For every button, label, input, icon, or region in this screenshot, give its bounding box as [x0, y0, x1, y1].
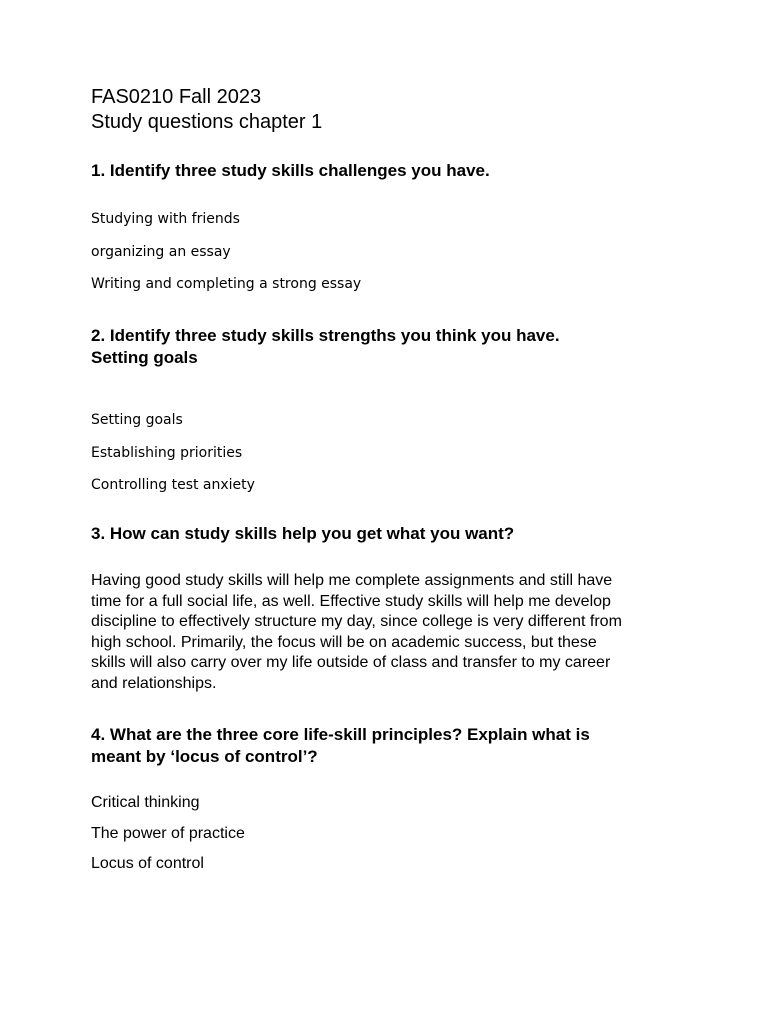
answer-3-line: Having good study skills will help me complete assignments and still have	[91, 572, 613, 589]
answer-4-item: The power of practice	[91, 825, 245, 842]
question-2-line-2: Setting goals	[91, 348, 198, 367]
answer-2-item: Controlling test anxiety	[91, 477, 255, 493]
document-subtitle: Study questions chapter 1	[91, 111, 323, 133]
question-4-line-2: meant by ‘locus of control’?	[91, 747, 318, 766]
answer-3-paragraph	[91, 571, 691, 694]
answer-3-line: high school. Primarily, the focus will be on academic success, but these	[91, 633, 597, 651]
question-2-line-1: 2. Identify three study skills strengths you think you have.	[91, 326, 560, 345]
answer-3-line: skills will also carry over my life outside of class and transfer to my career	[91, 654, 611, 671]
course-title: FAS0210 Fall 2023	[91, 86, 262, 108]
question-1: 1. Identify three study skills challenges you have.	[91, 161, 490, 180]
answer-3-line: discipline to effectively structure my day, since college is very different from	[91, 613, 622, 630]
answer-1-item: organizing an essay	[91, 244, 231, 260]
answer-4-item: Critical thinking	[91, 794, 200, 811]
answer-3-line: and relationships.	[91, 674, 217, 692]
answer-2-item: Setting goals	[91, 412, 183, 428]
answer-4-item: Locus of control	[91, 855, 204, 872]
answer-2-item: Establishing priorities	[91, 445, 243, 461]
answer-1-item: Studying with friends	[91, 211, 240, 227]
question-3: 3. How can study skills help you get what you want?	[91, 524, 515, 543]
answer-1-item: Writing and completing a strong essay	[91, 276, 362, 292]
answer-3-line: time for a full social life, as well. Effective study skills will help me develop	[91, 592, 611, 610]
question-4-line-1: 4. What are the three core life-skill principles? Explain what is	[91, 725, 590, 744]
